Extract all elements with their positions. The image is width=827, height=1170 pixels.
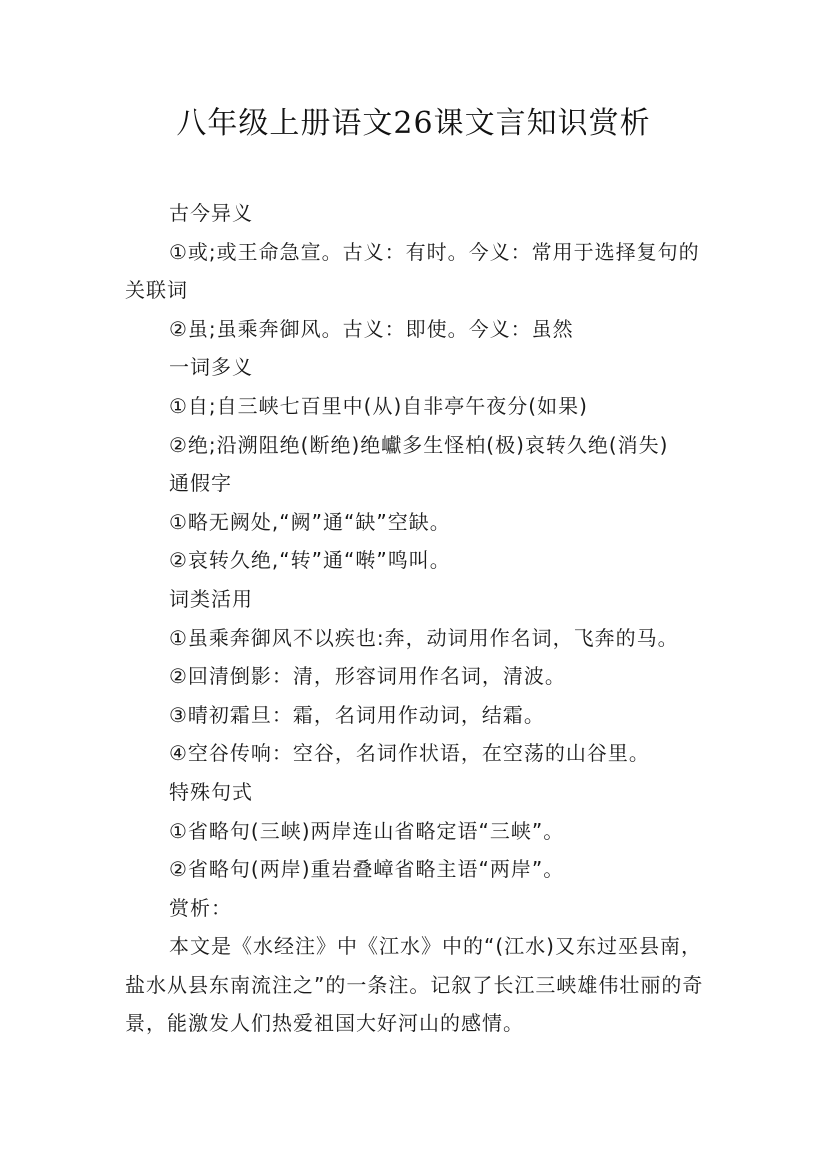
paragraph-shuang: ③晴初霜旦：霜，名词用作动词，结霜。 <box>169 702 545 727</box>
section-heading-teshu: 特殊句式 <box>169 779 253 804</box>
section-heading-gujin: 古今异义 <box>169 201 253 225</box>
paragraph-zi: ①自;自三峡七百里中(从)自非亭午夜分(如果) <box>169 393 588 418</box>
paragraph-jue: ②绝;沿溯阻绝(断绝)绝巘多生怪柏(极)哀转久绝(消失) <box>169 432 669 457</box>
paragraph-ben: ①虽乘奔御风不以疾也:奔，动词用作名词，飞奔的马。 <box>169 625 679 650</box>
paragraph-zhuan: ②哀转久绝,“转”通“啭”鸣叫。 <box>169 548 451 573</box>
paragraph-sanxia: ①省略句(三峡)两岸连山省略定语“三峡”。 <box>169 818 565 843</box>
paragraph-konggu: ④空谷传响：空谷，名词作状语，在空荡的山谷里。 <box>169 741 650 766</box>
page-title: 八年级上册语文26课文言知识赏析 <box>176 106 651 141</box>
section-heading-yici: 一词多义 <box>169 355 253 380</box>
document-body <box>125 194 705 1043</box>
section-heading-shangxi: 赏析： <box>169 895 232 920</box>
section-heading-cilei: 词类活用 <box>169 586 253 611</box>
section-heading-tongjia: 通假字 <box>169 471 232 496</box>
paragraph-qing: ②回清倒影：清，形容词用作名词，清波。 <box>169 664 566 689</box>
paragraph-que: ①略无阙处,“阙”通“缺”空缺。 <box>169 509 451 534</box>
paragraph-summary: 本文是《水经注》中《江水》中的“(江水)又东过巫县南，盐水从县东南流注之”的一条注。记叙了长江三峡雄伟壮丽的奇景，能激发人们热爱祖国大好河山的感情。 <box>125 934 704 1036</box>
paragraph-sui: ②虽;虽乘奔御风。古义：即使。今义：虽然 <box>169 316 574 341</box>
paragraph-huo: ①或;或王命急宣。古义：有时。今义：常用于选择复句的关联词 <box>125 239 700 303</box>
paragraph-liangan: ②省略句(两岸)重岩叠嶂省略主语“两岸”。 <box>169 857 565 882</box>
